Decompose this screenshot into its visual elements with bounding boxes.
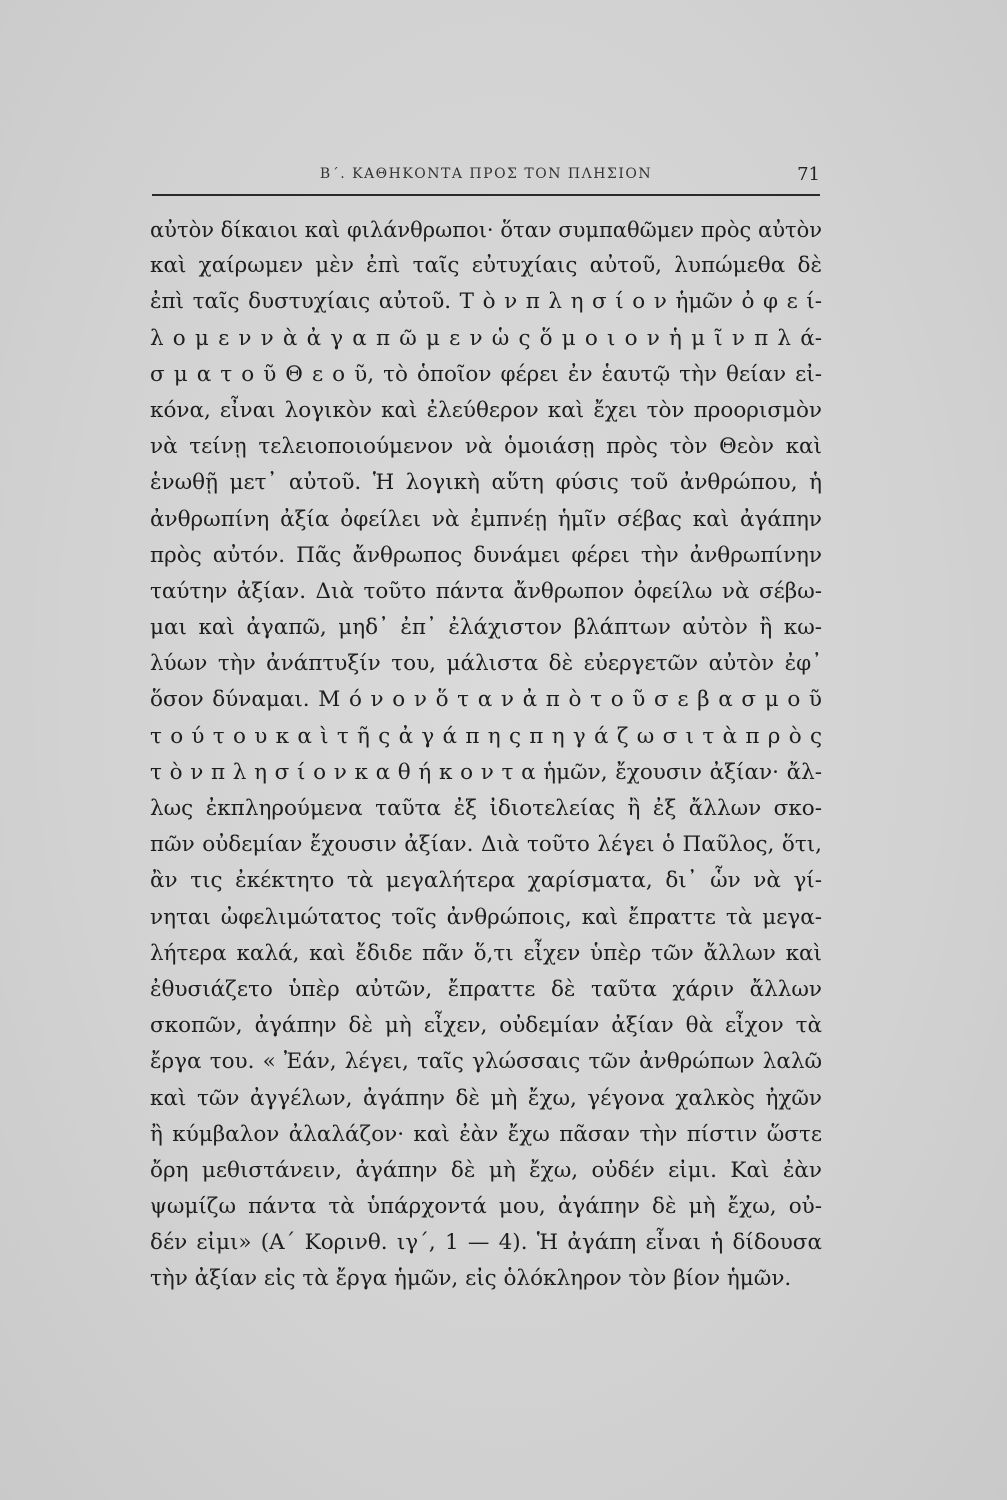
text-line: σ μ α τ ο ῦ Θ ε ο ῦ, τὸ ὁποῖον φέρει ἐν ἑαυτῷ τὴν θείαν εἰ- — [150, 361, 822, 387]
text-line: τὴν ἀξίαν εἰς τὰ ἔργα ἡμῶν, εἰς ὁλόκληρον τὸν βίον ἡμῶν. — [150, 1266, 792, 1292]
text-line: ἐθυσιάζετο ὑπὲρ αὐτῶν, ἔπραττε δὲ ταῦτα χάριν ἄλλων — [150, 976, 822, 1002]
text-line: λως ἐκπληρούμενα ταῦτα ἐξ ἰδιοτελείας ἢ ἐξ ἄλλων σκο- — [150, 796, 822, 821]
text-line: νηται ὠφελιμώτατος τοῖς ἀνθρώποις, καὶ ἔπραττε τὰ μεγα- — [150, 904, 822, 930]
text-line: πῶν οὐδεμίαν ἔχουσιν ἀξίαν. Διὰ τοῦτο λέγει ὁ Παῦλος, ὅτι, — [150, 832, 822, 858]
running-head — [152, 166, 820, 190]
text-line: μαι καὶ ἀγαπῶ, μηδ᾽ ἐπ᾽ ἐλάχιστον βλάπτων αὐτὸν ἢ κω- — [150, 615, 822, 641]
text-line: νὰ τείνῃ τελειοποιούμενον νὰ ὁμοιάσῃ πρὸς τὸν Θεὸν καὶ — [150, 434, 822, 460]
text-line: τ ὸ ν π λ η σ ί ο ν κ α θ ή κ ο ν τ α ἡμῶν, ἔχουσιν ἀξίαν· ἄλ- — [150, 759, 822, 785]
text-line: ἂν τις ἐκέκτητο τὰ μεγαλήτερα χαρίσματα, δι᾽ ὧν νὰ γί- — [150, 868, 822, 894]
text-line: δέν εἰμι» (Α΄ Κορινθ. ιγ΄, 1 — 4). Ἡ ἀγάπη εἶναι ἡ δίδουσα — [150, 1230, 822, 1256]
text-line: ὅσον δύναμαι. Μ ό ν ο ν ὅ τ α ν ἀ π ὸ τ ο ῦ σ ε β α σ μ ο ῦ — [150, 687, 822, 713]
text-line: ἢ κύμβαλον ἀλαλάζον· καὶ ἐὰν ἔχω πᾶσαν τὴν πίστιν ὥστε — [150, 1121, 822, 1147]
body-text — [150, 212, 822, 1298]
text-line: πρὸς αὐτόν. Πᾶς ἄνθρωπος δυνάμει φέρει τὴν ἀνθρωπίνην — [150, 542, 822, 568]
running-title: Β΄. ΚΑΘΗΚΟΝΤΑ ΠΡΟΣ ΤΟΝ ΠΛΗΣΙΟΝ — [319, 166, 653, 182]
text-line: καὶ χαίρωμεν μὲν ἐπὶ ταῖς εὐτυχίαις αὐτοῦ, λυπώμεθα δὲ — [150, 253, 822, 279]
text-line: καὶ τῶν ἀγγέλων, ἀγάπην δὲ μὴ ἔχω, γέγονα χαλκὸς ἠχῶν — [150, 1085, 822, 1111]
text-line: ἑνωθῇ μετ᾽ αὐτοῦ. Ἡ λογικὴ αὕτη φύσις τοῦ ἀνθρώπου, ἡ — [150, 470, 822, 496]
text-line: σκοπῶν, ἀγάπην δὲ μὴ εἶχεν, οὐδεμίαν ἀξίαν θὰ εἶχον τὰ — [150, 1013, 822, 1039]
text-line: λήτερα καλά, καὶ ἔδιδε πᾶν ὅ,τι εἶχεν ὑπὲρ τῶν ἄλλων καὶ — [150, 940, 822, 966]
text-line: ὄρη μεθιστάνειν, ἀγάπην δὲ μὴ ἔχω, οὐδέν εἰμι. Καὶ ἐὰν — [150, 1157, 822, 1183]
text-line: λ ο μ ε ν ν ὰ ἀ γ α π ῶ μ ε ν ὡ ς ὅ μ ο ι ο ν ἡ μ ῖ ν π λ ά- — [150, 325, 822, 351]
text-line: τ ο ύ τ ο υ κ α ὶ τ ῆ ς ἀ γ ά π η ς π η γ ά ζ ω σ ι τ ὰ π ρ ὸ ς — [150, 723, 822, 749]
text-line: ἀνθρωπίνη ἀξία ὀφείλει νὰ ἐμπνέῃ ἡμῖν σέβας καὶ ἀγάπην — [150, 506, 822, 532]
page-number: 71 — [797, 164, 820, 185]
text-line: ἐπὶ ταῖς δυστυχίαις αὐτοῦ. Τ ὸ ν π λ η σ ί ο ν ἡμῶν ὀ φ ε ί- — [150, 289, 822, 315]
text-line: ψωμίζω πάντα τὰ ὑπάρχοντά μου, ἀγάπην δὲ μὴ ἔχω, οὐ- — [150, 1194, 822, 1220]
text-line: αὐτὸν δίκαιοι καὶ φιλάνθρωποι· ὅταν συμπαθῶμεν πρὸς αὐτὸν — [150, 218, 822, 242]
text-line: ἔργα του. « Ἐάν, λέγει, ταῖς γλώσσαις τῶν ἀνθρώπων λαλῶ — [150, 1049, 822, 1075]
text-line: λύων τὴν ἀνάπτυξίν του, μάλιστα δὲ εὐεργετῶν αὐτὸν ἐφ᾽ — [150, 651, 822, 677]
header-rule — [152, 194, 820, 196]
text-line: κόνα, εἶναι λογικὸν καὶ ἐλεύθερον καὶ ἔχει τὸν προορισμὸν — [150, 397, 822, 423]
text-line: ταύτην ἀξίαν. Διὰ τοῦτο πάντα ἄνθρωπον ὀφείλω νὰ σέβω- — [150, 578, 822, 604]
